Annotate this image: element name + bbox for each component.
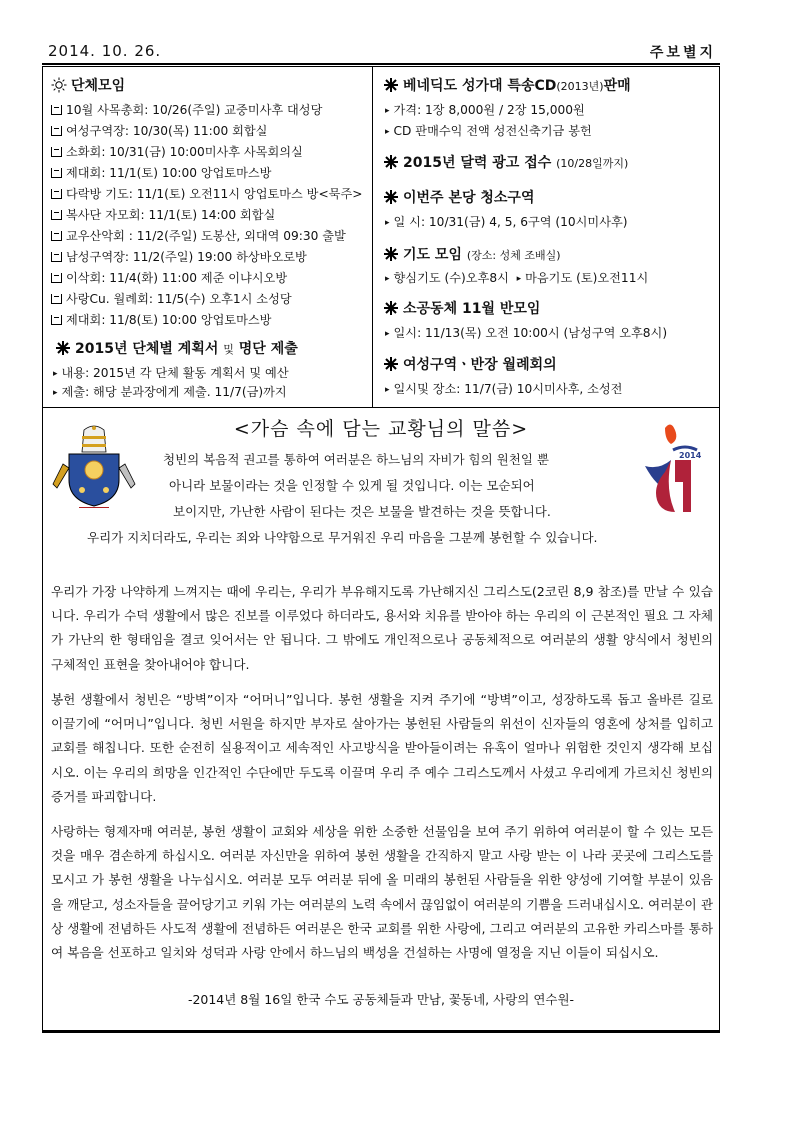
- cd-sale-item-text: CD 판매수익 전액 성전신축기금 봉헌: [393, 124, 592, 138]
- group-meetings-title: 단체모임: [71, 78, 126, 94]
- meeting-item: [51, 290, 292, 307]
- cross-icon: [383, 154, 399, 170]
- meeting-text: 남성구역장: 11/2(주일) 19:00 하상바오로방: [66, 250, 307, 264]
- cd-sale-item: [385, 122, 592, 139]
- women-meeting-item-text: 일시및 장소: 11/7(금) 10시미사후, 소성전: [393, 382, 623, 396]
- meeting-text: 10월 사목총회: 10/26(주일) 교중미사후 대성당: [66, 103, 323, 117]
- pointer-icon: [51, 105, 62, 115]
- intro-line: 아니라 보물이라는 것을 인정할 수 있게 될 것입니다. 이는 모순되어: [169, 478, 535, 493]
- pointer-icon: [51, 168, 62, 178]
- calendar-ad-title: 2015년 달력 광고 접수: [403, 155, 552, 171]
- pointer-icon: [51, 315, 62, 325]
- meeting-text: 이삭회: 11/4(화) 11:00 제준 이냐시오방: [66, 271, 288, 285]
- cross-icon: [383, 77, 399, 93]
- triangle-bullet-icon: ▸: [385, 329, 390, 339]
- cleaning-title: 이번주 본당 청소구역: [403, 190, 535, 206]
- logo-year: 2014: [679, 451, 702, 460]
- women-meeting-item: [385, 380, 622, 397]
- meeting-item: [51, 122, 267, 139]
- meeting-text: 소화회: 10/31(금) 10:00미사후 사목회의실: [66, 145, 303, 159]
- pointer-icon: [51, 210, 62, 220]
- meeting-item: [51, 164, 271, 181]
- pointer-icon: [51, 294, 62, 304]
- pointer-icon: [51, 147, 62, 157]
- intro-line: 우리가 지치더라도, 우리는 죄와 나약함으로 무거워진 우리 마음을 그분께 봉헌할 수 있습니다.: [87, 530, 598, 545]
- small-community-item-text: 일시: 11/13(목) 오전 10:00시 (남성구역 오후8시): [393, 326, 668, 340]
- cd-sale-year: (2013년): [556, 80, 604, 93]
- message-paragraph: 봉헌 생활에서 청빈은 “방벽”이자 “어머니”입니다. 봉헌 생활을 지켜 주기에 “방벽”이고, 성장하도록 돕고 올바른 길로 이끌기에 “어머니”입니다. 청빈 서원을 하지만 부자로 살아가는 봉헌된 사람들의 위선이 신자들의 영혼에 상처를 입히고 교회를 해칩니다. 또한 순전히 실용적이고 세속적인 사고방식을 받아들이려는 유혹이 얼마나 위험한 것인지 생각해 보십시오. 이는 우리의 희망을 인간적인 수단에만 두도록 이끌며 우리 주 예수 그리스도께서 사셨고 우리에게 가르치신 청빈의 증거를 파괴합니다.: [51, 692, 713, 804]
- notice-box: [42, 66, 720, 408]
- page-header: [42, 40, 720, 64]
- plan-title: 2015년 단체별 계획서: [75, 341, 219, 357]
- cd-sale-item-text: 가격: 1장 8,000원 / 2장 15,000원: [393, 103, 585, 117]
- triangle-bullet-icon: ▸: [53, 369, 58, 379]
- triangle-bullet-icon: ▸: [53, 388, 58, 398]
- cd-sale-title-end: 판매: [603, 78, 631, 94]
- plan-title-rest: 명단 제출: [238, 341, 298, 357]
- small-community-item: [385, 324, 667, 341]
- small-community-title: 소공동체 11월 반모임: [403, 301, 541, 317]
- prayer-item-text: 마음기도 (토)오전11시: [525, 271, 649, 285]
- message-paragraph: 사랑하는 형제자매 여러분, 봉헌 생활이 교회와 세상을 위한 소중한 선물임을 보여 주기 위하여 여러분이 할 수 있는 모든 것을 매우 겸손하게 하십시오. 여러분 자신만을 위하여 봉헌 생활을 간직하지 말고 사랑 받는 이 나라 곳곳에 그리스도를 모시고 가 봉헌 생활을 나누십시오. 여러분 모두 여러분 뒤에 올 미래의 봉헌된 사람들을 위한 양성에 기여할 부분이 있음을 깨닫고, 성소자들을 끌어당기고 키워 가는 여러분의 노력 속에서 끊임없이 여러분의 기쁨을 드러내십시오. 여러분이 관상 생활에 전념하든 사도적 생활에 전념하든 여러분은 한국 교회를 위한 사랑에, 그리고 여러분의 고유한 카리스마를 통하여 복음을 선포하고 일치와 성덕과 사랑 안에서 하느님의 백성을 건설하는 사명에 열정을 지닌 이들이 되십시오.: [51, 824, 713, 961]
- calendar-ad-deadline: (10/28일까지): [556, 157, 629, 170]
- cross-icon: [383, 246, 399, 262]
- pointer-icon: [51, 252, 62, 262]
- meeting-text: 사랑Cu. 월례회: 11/5(수) 오후1시 소성당: [66, 292, 292, 306]
- cleaning-item: [385, 213, 628, 230]
- pope-message-section: [42, 406, 720, 1031]
- meeting-text: 교우산악회 : 11/2(주일) 도봉산, 외대역 09:30 출발: [66, 229, 346, 243]
- triangle-bullet-icon: ▸: [385, 385, 390, 395]
- meeting-item: [51, 311, 271, 328]
- cd-sale-item: [385, 101, 585, 118]
- meeting-text: 여성구역장: 10/30(목) 11:00 회합실: [66, 124, 268, 138]
- notice-right-column: [373, 67, 719, 407]
- pointer-icon: [51, 231, 62, 241]
- women-meeting-title: 여성구역ㆍ반장 월례회의: [403, 357, 557, 373]
- cross-icon: [55, 340, 71, 356]
- plan-item: [53, 364, 289, 381]
- triangle-bullet-icon: ▸: [385, 218, 390, 228]
- prayer-location: (장소: 성체 조배실): [466, 249, 561, 262]
- papal-coat-of-arms-icon: [51, 424, 137, 508]
- meeting-text: 복사단 자모회: 11/1(토) 14:00 회합실: [66, 208, 276, 222]
- pointer-icon: [51, 189, 62, 199]
- triangle-bullet-icon: ▸: [385, 274, 390, 284]
- cross-icon: [383, 356, 399, 372]
- cross-icon: [383, 189, 399, 205]
- meeting-item: [51, 248, 307, 265]
- prayer-items: [385, 269, 648, 286]
- plan-item: [53, 383, 287, 400]
- intro-line: 보이지만, 가난한 사람이 된다는 것은 보물을 발견하는 것을 뜻합니다.: [173, 504, 551, 519]
- meeting-text: 다락방 기도: 11/1(토) 오전11시 앙업토마스 방<묵주>: [66, 187, 363, 201]
- triangle-bullet-icon: ▸: [385, 127, 390, 137]
- triangle-bullet-icon: ▸: [385, 106, 390, 116]
- notice-left-column: [43, 67, 373, 407]
- meeting-item: [51, 143, 303, 160]
- pointer-icon: [51, 126, 62, 136]
- intro-line: 청빈의 복음적 권고를 통하여 여러분은 하느님의 자비가 힘의 원천일 뿐: [163, 452, 549, 467]
- bulletin-date: 2014. 10. 26.: [48, 42, 162, 60]
- meeting-item: [51, 269, 287, 286]
- cross-icon: [383, 300, 399, 316]
- calendar-ad-heading: [383, 152, 628, 172]
- women-meeting-heading: [383, 354, 557, 374]
- prayer-title: 기도 모임: [403, 247, 462, 263]
- meeting-text: 제대회: 11/8(토) 10:00 앙업토마스방: [66, 313, 272, 327]
- meeting-text: 제대회: 11/1(토) 10:00 앙업토마스방: [66, 166, 272, 180]
- plan-title-and: 및: [223, 343, 234, 356]
- meeting-item: [51, 227, 346, 244]
- asian-youth-day-logo-icon: [635, 420, 705, 518]
- footer-rule: [42, 1031, 720, 1033]
- plan-item-text: 내용: 2015년 각 단체 활동 계획서 및 예산: [61, 366, 289, 380]
- pointer-icon: [51, 273, 62, 283]
- plan-heading: [55, 338, 298, 358]
- meeting-item: [51, 206, 275, 223]
- header-rule: [42, 63, 720, 65]
- cleaning-item-text: 일 시: 10/31(금) 4, 5, 6구역 (10시미사후): [393, 215, 628, 229]
- meeting-item: [51, 101, 322, 118]
- plan-item-text: 제출: 해당 분과장에게 제출. 11/7(금)까지: [61, 385, 287, 399]
- prayer-heading: [383, 244, 561, 264]
- cd-sale-heading: [383, 75, 631, 95]
- cleaning-heading: [383, 187, 534, 207]
- prayer-item-text: 향심기도 (수)오후8시: [393, 271, 509, 285]
- meeting-item: [51, 185, 362, 202]
- small-community-heading: [383, 298, 540, 318]
- cd-sale-title: 베네딕도 성가대 특송CD: [403, 78, 557, 94]
- group-meetings-heading: [51, 75, 125, 95]
- message-paragraph: 우리가 가장 나약하게 느껴지는 때에 우리는, 우리가 부유해지도록 가난해지신 그리스도(2코린 8,9 참조)를 만날 수 있습니다. 우리가 수덕 생활에서 많은 진보를 이루었다 하더라도, 용서와 치유를 받아야 하는 우리의 이 근본적인 필요 그 자체가 가난의 한 형태임을 결코 잊어서는 안 됩니다. 그 밖에도 개인적으로나 공동체적으로 여러분의 생활 양식에서 청빈의 구체적인 표현을 찾아내어야 합니다.: [51, 584, 713, 672]
- triangle-bullet-icon: ▸: [516, 274, 522, 284]
- sun-icon: [51, 77, 67, 93]
- bulletin-title: 주보별지: [649, 45, 716, 61]
- pope-message-title: <가슴 속에 담는 교황님의 말씀>: [233, 418, 529, 440]
- message-source: -2014년 8월 16일 한국 수도 공동체들과 만남, 꽃동네, 사랑의 연수원-: [187, 992, 575, 1007]
